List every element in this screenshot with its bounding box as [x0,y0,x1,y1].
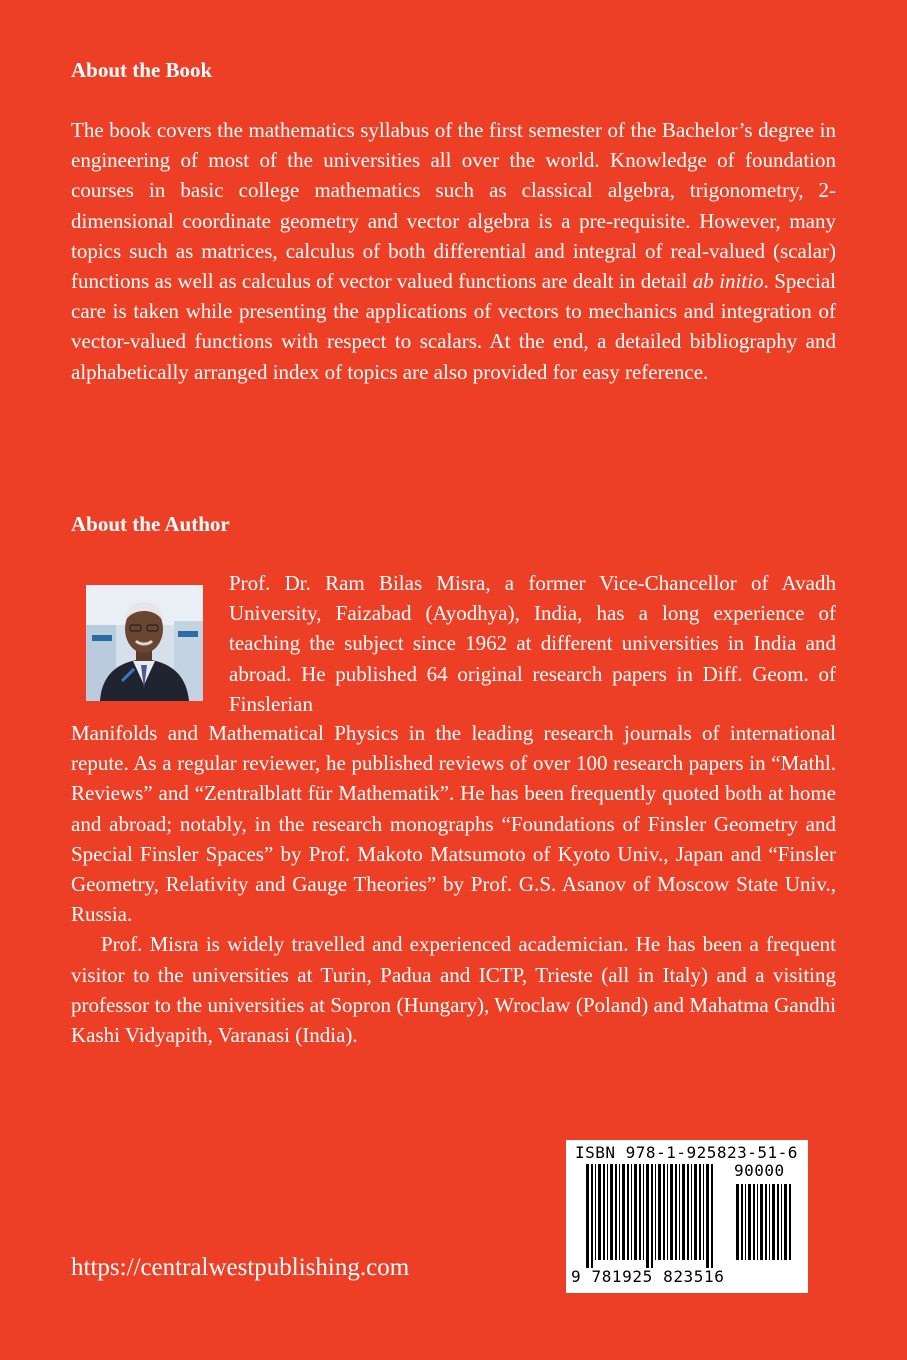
barcode-bar [655,1164,656,1260]
barcode-bar [772,1184,775,1260]
barcode-bar [591,1164,593,1268]
about-book-heading: About the Book [71,58,213,82]
barcode-bar [682,1164,685,1260]
about-book-text-end: . Special care is taken while presenting the applications of vectors to mechanics and integration of vector-valued functions with respect to scalars. At the end, a detailed bibliography and alphabetically arranged index of topics are also provided for easy reference. [71,269,837,384]
barcode-bar [607,1164,608,1260]
about-author-heading: About the Author [71,512,230,536]
ean-number: 9 781925 823516 [571,1267,725,1286]
author-paragraph-1: Manifolds and Mathematical Physics in the leading research journals of international repute. As a regular reviewer, he published reviews of over 100 research papers in “Mathl. Reviews” and “Zentralblatt für Mathematik”. He has been frequently quoted both at home and abroad; notably, in the research monographs “Foundations of Finsler Geometry and Special Finsler Spaces” by Prof. Makoto Matsumoto of Kyoto Univ., Japan and “Finsler Geometry, Relativity and Gauge Theories” by Prof. G.S. Asanov of Moscow State Univ., Russia. [71,721,836,927]
isbn-barcode [566,1140,808,1293]
barcode-bar [777,1184,779,1260]
barcode-bar [736,1184,739,1260]
barcode-bar [598,1164,601,1260]
barcode-bar [784,1184,787,1260]
barcode-bar [694,1164,697,1260]
barcode-bar [741,1184,743,1260]
barcode-bar [706,1164,709,1268]
barcode-bar [699,1164,701,1260]
barcode-bar [691,1164,692,1260]
barcode-bar [627,1164,629,1260]
barcode-bar [595,1164,596,1260]
barcode-bar [622,1164,625,1260]
barcode-bar [748,1184,751,1260]
publisher-url[interactable]: https://centralwestpublishing.com [71,1254,410,1281]
isbn-number: ISBN 978-1-925823-51-6 [575,1143,798,1162]
barcode-bar [789,1184,791,1260]
barcode-bar [631,1164,632,1260]
barcode-bar [703,1164,704,1260]
barcode-bar [603,1164,605,1260]
barcode-bar [745,1184,746,1260]
barcode-bar [610,1164,613,1260]
barcode-bar [769,1184,770,1260]
author-photo [86,585,203,701]
barcode-bar [757,1184,758,1260]
about-author-text [71,718,836,1050]
barcode-bar [639,1164,641,1260]
about-book-text [71,115,836,387]
author-paragraph-2: Prof. Misra is widely travelled and experienced academician. He has been a frequent visitor to the universities at Turin, Padua and ICTP, Trieste (all in Italy) and a visiting professor to the universities at Sopron (Hungary), Wroclaw (Poland) and Mahatma Gandhi Kashi Vidyapith, Varanasi (India). [71,932,836,1048]
barcode-bar [663,1164,665,1260]
barcode-bar [651,1164,653,1268]
barcode-bar [765,1184,767,1260]
barcode-bar [658,1164,661,1260]
barcode-bar [634,1164,637,1260]
barcode-addon-number: 90000 [734,1161,785,1180]
barcode-bar [687,1164,689,1260]
barcode-bar [753,1184,755,1260]
barcode-bar [711,1164,713,1268]
barcode-bar [781,1184,782,1260]
author-portrait-image [86,585,203,701]
barcode-bar [615,1164,617,1260]
barcode-bar [760,1184,763,1260]
barcode-bar [675,1164,677,1260]
about-book-text-start: The book covers the mathematics syllabus of the first semester of the Bachelor’s degree in engineering of most of the universities all over the world. Knowledge of foundation courses in basic college mathematics such as classical algebra, trigonometry, 2-dimensional coordinate geometry and vector algebra is a pre-requisite. However, many topics such as matrices, calculus of both differential and integral of real-valued (scalar) functions as well as calculus of vector valued functions are dealt in detail [71,118,836,294]
barcode-bar [679,1164,680,1260]
barcode-bar [670,1164,673,1260]
barcode-bar [643,1164,644,1260]
barcode-bar [619,1164,620,1260]
barcode-bar [646,1164,649,1268]
author-intro-text: Prof. Dr. Ram Bilas Misra, a former Vice-Chancellor of Avadh University, Faizabad (Ayodhya), India, has a long experience of teaching the subject since 1962 at different universities in India and abroad. He published 64 original research papers in Diff. Geom. of Finslerian [229,571,836,716]
barcode-bar [667,1164,668,1260]
about-book-italic: ab initio [692,269,764,294]
barcode-bar [586,1164,589,1268]
